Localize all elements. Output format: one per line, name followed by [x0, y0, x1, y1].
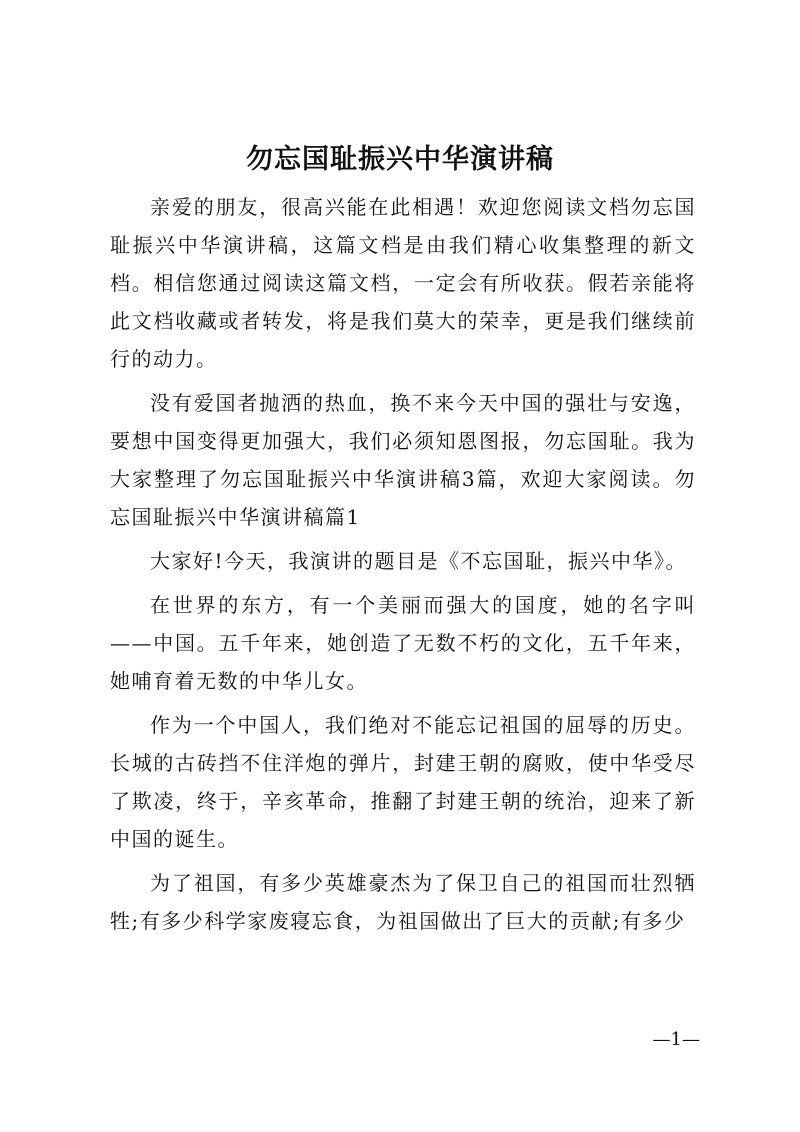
- paragraph-preface: 没有爱国者抛洒的热血，换不来今天中国的强壮与安逸，要想中国变得更加强大，我们必须知恩图报，勿忘国耻。我为大家整理了勿忘国耻振兴中华演讲稿3篇，欢迎大家阅读。勿忘国耻振兴中华演讲稿篇1: [110, 391, 696, 529]
- paragraph-history: 作为一个中国人，我们绝对不能忘记祖国的屈辱的历史。长城的古砖挡不住洋炮的弹片，封建王朝的腐败，使中华受尽了欺凌，终于，辛亥革命，推翻了封建王朝的统治，迎来了新中国的诞生。: [110, 713, 696, 851]
- paragraph-intro: 亲爱的朋友，很高兴能在此相遇！欢迎您阅读文档勿忘国耻振兴中华演讲稿，这篇文档是由我们精心收集整理的新文档。相信您通过阅读这篇文档，一定会有所收获。假若亲能将此文档收藏或者转发，将是我们莫大的荣幸，更是我们继续前行的动力。: [110, 195, 696, 371]
- document-title: 勿忘国耻振兴中华演讲稿: [246, 144, 554, 175]
- page-number: —1—: [652, 1029, 700, 1050]
- document-body: [110, 188, 696, 946]
- paragraph-heroes: 为了祖国，有多少英雄豪杰为了保卫自己的祖国而壮烈牺牲;有多少科学家废寝忘食，为祖国做出了巨大的贡献;有多少: [110, 871, 696, 933]
- paragraph-greeting: 大家好!今天，我演讲的题目是《不忘国耻，振兴中华》。: [150, 549, 688, 573]
- paragraph-china: 在世界的东方，有一个美丽而强大的国度，她的名字叫——中国。五千年来，她创造了无数不朽的文化，五千年来，她哺育着无数的中华儿女。: [110, 593, 696, 693]
